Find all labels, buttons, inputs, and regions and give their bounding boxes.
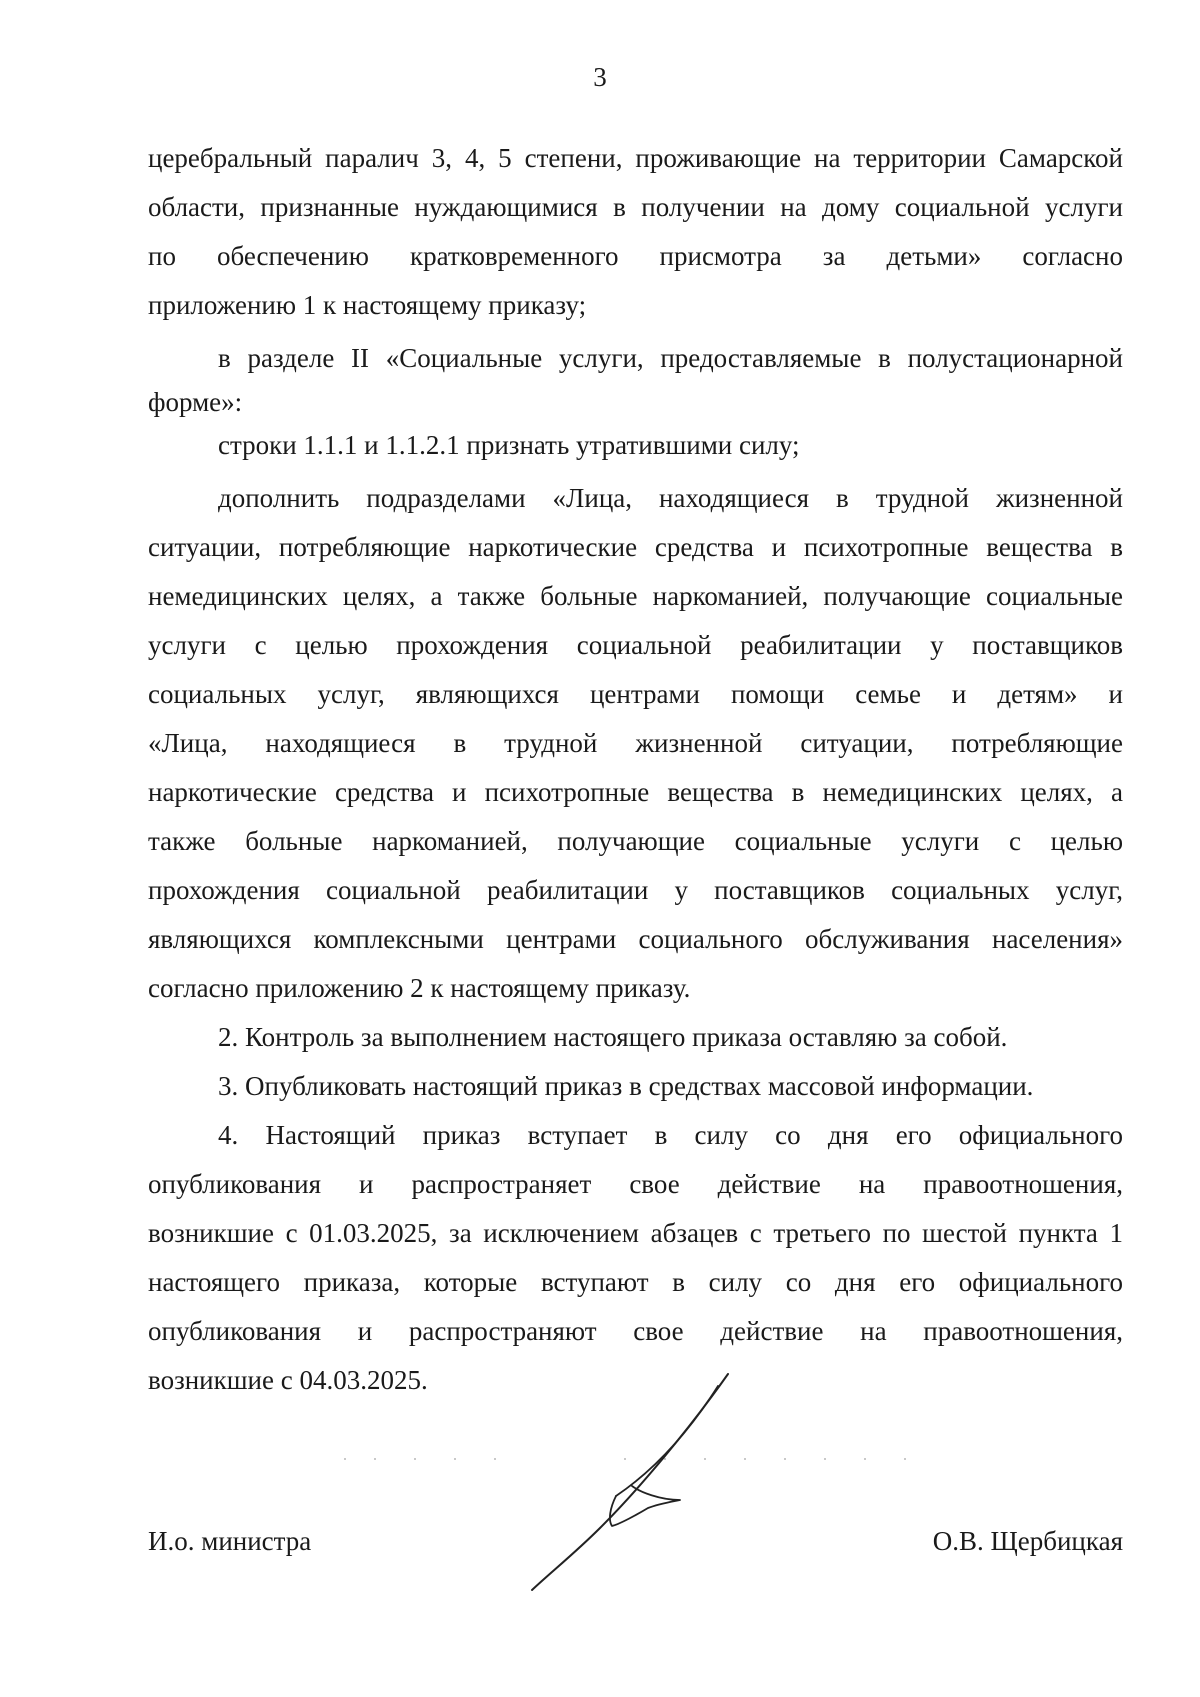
text-line: возникшие с 01.03.2025, за исключением абзацев с третьего по шестой пункта 1: [148, 1218, 1123, 1248]
text-line: форме»:: [148, 387, 243, 417]
text-line: согласно приложению 2 к настоящему приказу.: [148, 973, 691, 1003]
signature-row: [148, 1526, 1123, 1586]
text-line: наркотические средства и психотропные вещества в немедицинских целях, а: [148, 777, 1123, 807]
text-line: прохождения социальной реабилитации у поставщиков социальных услуг,: [148, 875, 1123, 905]
text-line: 2. Контроль за выполнением настоящего приказа оставляю за собой.: [218, 1022, 1008, 1052]
document-body: [148, 134, 1123, 1405]
signatory-position: И.о. министра: [148, 1526, 312, 1556]
text-line: опубликования и распространяют свое действие на правоотношения,: [148, 1316, 1123, 1346]
page-number: 3: [593, 62, 607, 92]
text-line: 4. Настоящий приказ вступает в силу со дня его официального: [218, 1120, 1123, 1150]
text-line: приложению 1 к настоящему приказу;: [148, 290, 587, 320]
text-line: немедицинских целях, а также больные наркоманией, получающие социальные: [148, 581, 1123, 611]
text-line: услуги с целью прохождения социальной реабилитации у поставщиков: [148, 630, 1123, 660]
text-line: опубликования и распространяет свое действие на правоотношения,: [148, 1169, 1123, 1199]
text-line: «Лица, находящиеся в трудной жизненной ситуации, потребляющие: [148, 728, 1123, 758]
text-line: ситуации, потребляющие наркотические средства и психотропные вещества в: [148, 532, 1123, 562]
text-line: социальных услуг, являющихся центрами помощи семье и детям» и: [148, 679, 1123, 709]
text-line: области, признанные нуждающимися в получении на дому социальной услуги: [148, 192, 1123, 222]
text-line: 3. Опубликовать настоящий приказ в средствах массовой информации.: [218, 1071, 1034, 1101]
text-line: дополнить подразделами «Лица, находящиеся в трудной жизненной: [218, 483, 1123, 513]
text-line: строки 1.1.1 и 1.1.2.1 признать утратившими силу;: [218, 430, 800, 460]
text-line: возникшие с 04.03.2025.: [148, 1365, 428, 1395]
text-line: также больные наркоманией, получающие социальные услуги с целью: [148, 826, 1123, 856]
signatory-name: О.В. Щербицкая: [932, 1526, 1123, 1556]
text-line: настоящего приказа, которые вступают в силу со дня его официального: [148, 1267, 1123, 1297]
text-line: церебральный паралич 3, 4, 5 степени, проживающие на территории Самарской: [148, 143, 1123, 173]
text-line: по обеспечению кратковременного присмотра за детьми» согласно: [148, 241, 1123, 271]
text-line: являющихся комплексными центрами социального обслуживания населения»: [148, 924, 1123, 954]
text-line: в разделе II «Социальные услуги, предоставляемые в полустационарной: [218, 343, 1123, 373]
